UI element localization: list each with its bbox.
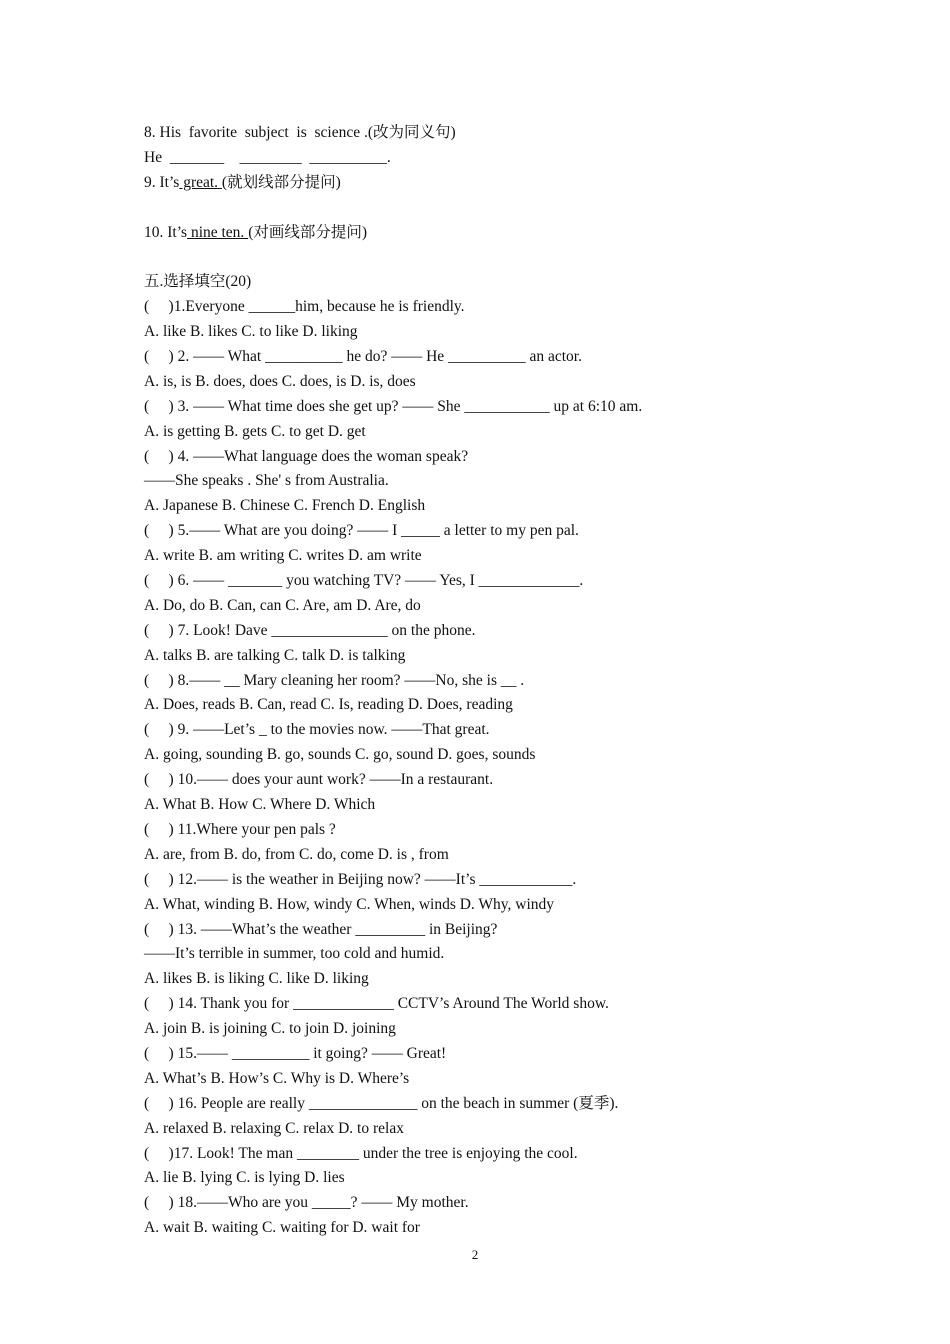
- options-12: A. What, winding B. How, windy C. When, winds D. Why, windy: [144, 895, 555, 913]
- rewrite-question-9: [144, 171, 844, 196]
- question-6: ( ) 6. —— _______ you watching TV? —— Yes, I _____________.: [144, 572, 584, 590]
- question-17: ( )17. Look! The man ________ under the tree is enjoying the cool.: [144, 1144, 578, 1162]
- options-2: A. is, is B. does, does C. does, is D. is, does: [144, 372, 416, 390]
- rewrite-question-8: 8. His favorite subject is science .(改为同义句): [144, 124, 456, 141]
- section-title: 五.选择填空(20): [144, 273, 252, 291]
- q9-instruction: (就划线部分提问): [221, 173, 341, 191]
- options-4: A. Japanese B. Chinese C. French D. English: [144, 497, 426, 515]
- question-11: ( ) 11.Where your pen pals ?: [144, 820, 336, 838]
- question-8: ( ) 8.—— __ Mary cleaning her room? ——No, she is __ .: [144, 671, 525, 689]
- q10-instruction: (对画线部分提问): [248, 223, 368, 241]
- question-13: ( ) 13. ——What’s the weather _________ in Beijing?: [144, 920, 498, 938]
- blank-answer-space: [144, 245, 844, 270]
- q9-prefix: 9. It’s: [144, 173, 180, 191]
- options-18: A. wait B. waiting C. waiting for D. wait for: [144, 1219, 420, 1237]
- page-content: [144, 121, 844, 1241]
- rewrite-question-10: [144, 221, 844, 246]
- options-14: A. join B. is joining C. to join D. joining: [144, 1020, 396, 1038]
- options-15: A. What’s B. How’s C. Why is D. Where’s: [144, 1069, 410, 1087]
- page-number: 2: [471, 1247, 479, 1262]
- options-5: A. write B. am writing C. writes D. am write: [144, 547, 422, 565]
- question-16: ( ) 16. People are really ______________ on the beach in summer (夏季).: [144, 1094, 619, 1112]
- options-13: A. likes B. is liking C. like D. liking: [144, 970, 369, 988]
- options-3: A. is getting B. gets C. to get D. get: [144, 422, 366, 440]
- question-18: ( ) 18.——Who are you _____? —— My mother.: [144, 1194, 469, 1212]
- rewrite-answer-line-8: He _______ ________ __________.: [144, 148, 391, 166]
- question-9: ( ) 9. ——Let’s _ to the movies now. ——That great.: [144, 721, 490, 739]
- options-1: A. like B. likes C. to like D. liking: [144, 323, 358, 341]
- blank-answer-space: [144, 196, 844, 221]
- options-7: A. talks B. are talking C. talk D. is talking: [144, 646, 406, 664]
- q10-prefix: 10. It’s: [144, 223, 188, 241]
- question-7: ( ) 7. Look! Dave _______________ on the phone.: [144, 621, 476, 639]
- question-3: ( ) 3. —— What time does she get up? —— She ___________ up at 6:10 am.: [144, 397, 643, 415]
- q9-underlined-part: great.: [179, 173, 222, 191]
- question-4: ( ) 4. ——What language does the woman speak?: [144, 447, 469, 465]
- options-6: A. Do, do B. Can, can C. Are, am D. Are, do: [144, 596, 421, 614]
- question-1: ( )1.Everyone ______him, because he is friendly.: [144, 298, 465, 316]
- options-8: A. Does, reads B. Can, read C. Is, reading D. Does, reading: [144, 696, 513, 714]
- question-14: ( ) 14. Thank you for _____________ CCTV’s Around The World show.: [144, 995, 609, 1013]
- question-15: ( ) 15.—— __________ it going? —— Great!: [144, 1044, 447, 1062]
- question-5: ( ) 5.—— What are you doing? —— I _____ a letter to my pen pal.: [144, 522, 579, 540]
- question-10: ( ) 10.—— does your aunt work? ——In a restaurant.: [144, 771, 494, 789]
- question-12: ( ) 12.—— is the weather in Beijing now? ——It’s ____________.: [144, 870, 577, 888]
- options-17: A. lie B. lying C. is lying D. lies: [144, 1169, 345, 1187]
- question-4-response: ——She speaks . She' s from Australia.: [144, 472, 389, 490]
- question-2: ( ) 2. —— What __________ he do? —— He __________ an actor.: [144, 348, 582, 366]
- question-13-response: ——It’s terrible in summer, too cold and humid.: [144, 945, 445, 963]
- options-10: A. What B. How C. Where D. Which: [144, 796, 376, 814]
- options-11: A. are, from B. do, from C. do, come D. is , from: [144, 845, 449, 863]
- options-16: A. relaxed B. relaxing C. relax D. to relax: [144, 1119, 404, 1137]
- options-9: A. going, sounding B. go, sounds C. go, sound D. goes, sounds: [144, 746, 536, 764]
- q10-underlined-part: nine ten.: [187, 223, 249, 241]
